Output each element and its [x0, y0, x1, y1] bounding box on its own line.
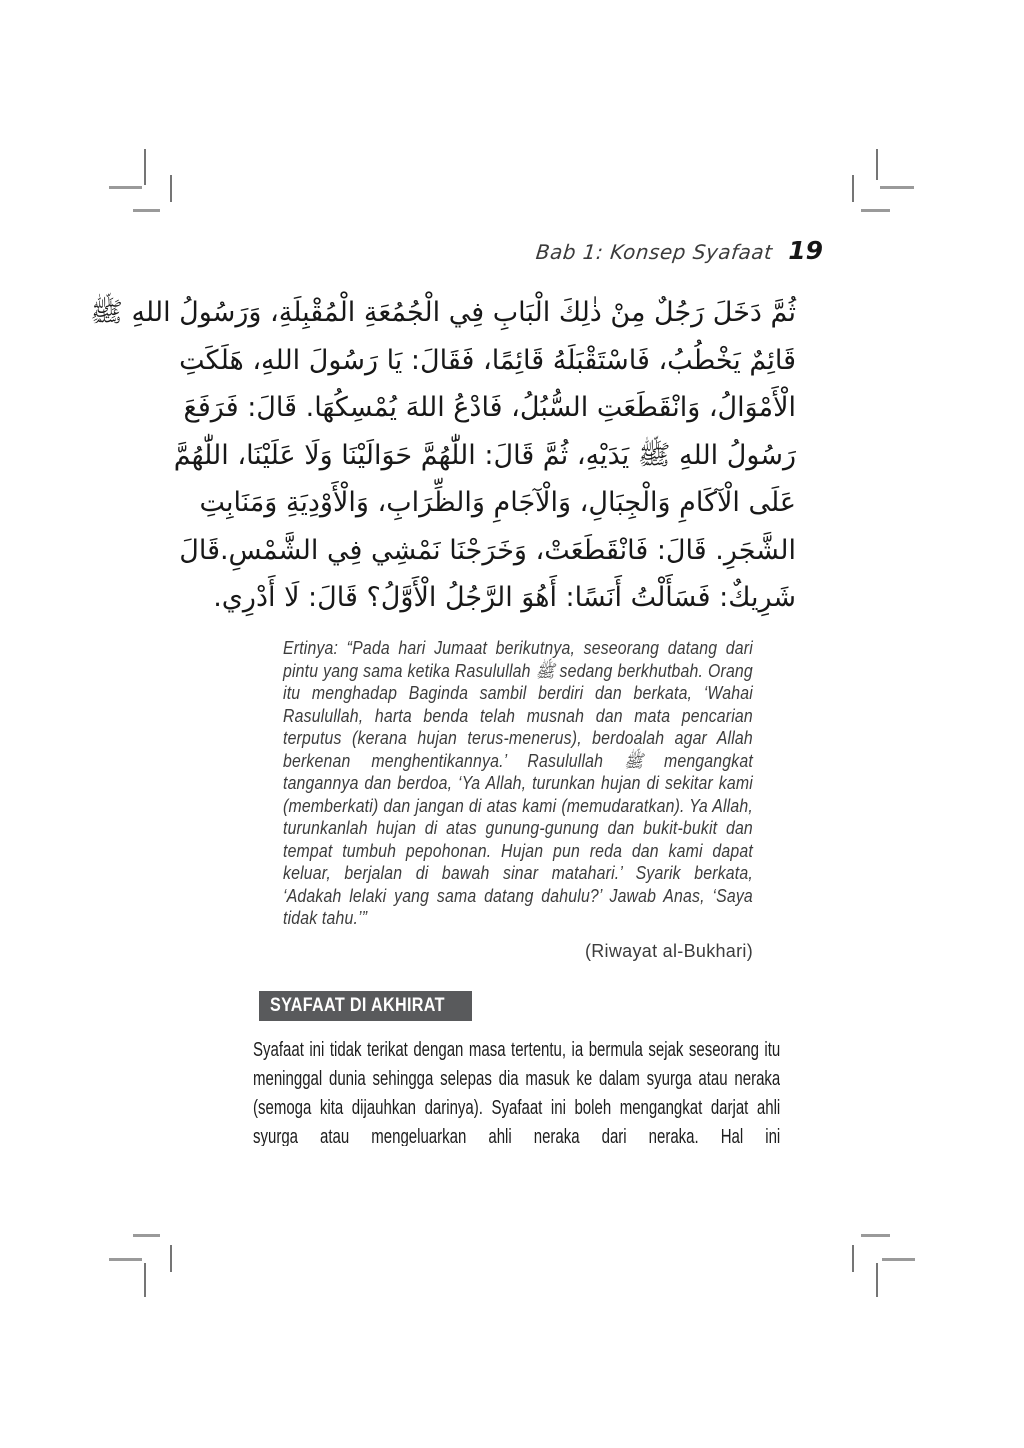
crop-mark — [861, 1234, 890, 1237]
hadith-translation-block — [283, 637, 753, 930]
hadith-arabic-line: شَرِيكٌ: فَسَأَلْتُ أَنَسًا: أَهُوَ الرَّجُلُ الْأَوَّلُ؟ قَالَ: لَا أَدْرِي. — [213, 582, 796, 613]
body-paragraph-block — [253, 1036, 780, 1146]
hadith-arabic-line: ثُمَّ دَخَلَ رَجُلٌ مِنْ ذٰلِكَ الْبَابِ فِي الْجُمُعَةِ الْمُقْبِلَةِ، وَرَسُولُ اللهِ ﷺ — [90, 297, 796, 328]
hadith-arabic-line: عَلَى الْآكَامِ وَالْجِبَالِ، وَالْآجَامِ وَالظِّرَابِ، وَالْأَوْدِيَةِ وَمَنَابِتِ — [199, 487, 796, 518]
crop-mark — [133, 1234, 160, 1237]
crop-mark — [170, 175, 172, 202]
crop-mark — [861, 209, 890, 212]
hadith-attribution: (Riwayat al-Bukhari) — [584, 941, 753, 961]
crop-mark — [876, 149, 878, 180]
running-header — [536, 236, 823, 265]
hadith-arabic-block — [90, 289, 796, 622]
crop-mark — [882, 1258, 915, 1261]
crop-mark — [876, 1263, 878, 1297]
chapter-title: Bab 1: Konsep Syafaat — [534, 240, 774, 264]
hadith-arabic-line: الشَّجَرِ. قَالَ: فَانْقَطَعَتْ، وَخَرَجْنَا نَمْشِي فِي الشَّمْسِ.قَالَ — [179, 534, 796, 566]
crop-mark — [880, 186, 914, 189]
crop-mark — [133, 209, 160, 212]
hadith-translation-text: Ertinya: “Pada hari Jumaat berikutnya, seseorang datang dari pintu yang sama ketika Rasulullah ﷺ sedang berkhutbah. Orang itu menghadap Baginda sambil berdiri dan berkata, ‘Wahai Rasulullah, harta benda telah musnah dan mata pencarian terputus (kerana hujan terus-menerus), berdoalah agar Allah berkenan menghentikannya.’ Rasulullah ﷺ mengangkat tangannya dan berdoa, ‘Ya Allah, turunkan hujan di sekitar kami (memberkati) dan jangan di atas kami (memudaratkan). Ya Allah, turunkanlah hujan di atas gunung-gunung dan bukit-bukit dan tempat tumbuh pepohonan. Hujan pun reda dan kami dapat keluar, berjalan di bawah sinar matahari.’ Syarik berkata, ‘Adakah lelaki yang sama datang dahulu?’ Jawab Anas, ‘Saya tidak tahu.’” — [283, 638, 753, 928]
section-heading-label: SYAFAAT DI AKHIRAT — [270, 995, 445, 1016]
hadith-arabic-line: رَسُولُ اللهِ ﷺ يَدَيْهِ، ثُمَّ قَالَ: اللّٰهُمَّ حَوَالَيْنَا وَلَا عَلَيْنَا، اللّٰهُمَّ — [173, 439, 796, 471]
crop-mark — [109, 186, 142, 189]
body-paragraph-text: Syafaat ini tidak terikat dengan masa tertentu, ia bermula sejak seseorang itu meninggal dunia sehingga selepas dia masuk ke dalam syurga atau neraka (semoga kita dijauhkan darinya). Syafaat ini boleh mengangkat darjat ahli syurga atau mengeluarkan ahli neraka dari neraka. Hal ini — [253, 1039, 780, 1146]
section-heading-bar — [259, 991, 472, 1021]
crop-mark — [144, 149, 146, 185]
hadith-arabic-line: قَائِمٌ يَخْطُبُ، فَاسْتَقْبَلَهُ قَائِمًا، فَقَالَ: يَا رَسُولَ اللهِ، هَلَكَتِ — [179, 344, 796, 376]
hadith-arabic-line: الْأَمْوَالُ، وَانْقَطَعَتِ السُّبُلُ، فَادْعُ اللهَ يُمْسِكُهَا. قَالَ: فَرَفَعَ — [183, 392, 796, 423]
crop-mark — [170, 1245, 172, 1272]
crop-mark — [144, 1263, 146, 1297]
crop-mark — [852, 175, 854, 202]
crop-mark — [109, 1258, 142, 1261]
crop-mark — [852, 1245, 854, 1272]
page-number: 19 — [788, 236, 823, 265]
